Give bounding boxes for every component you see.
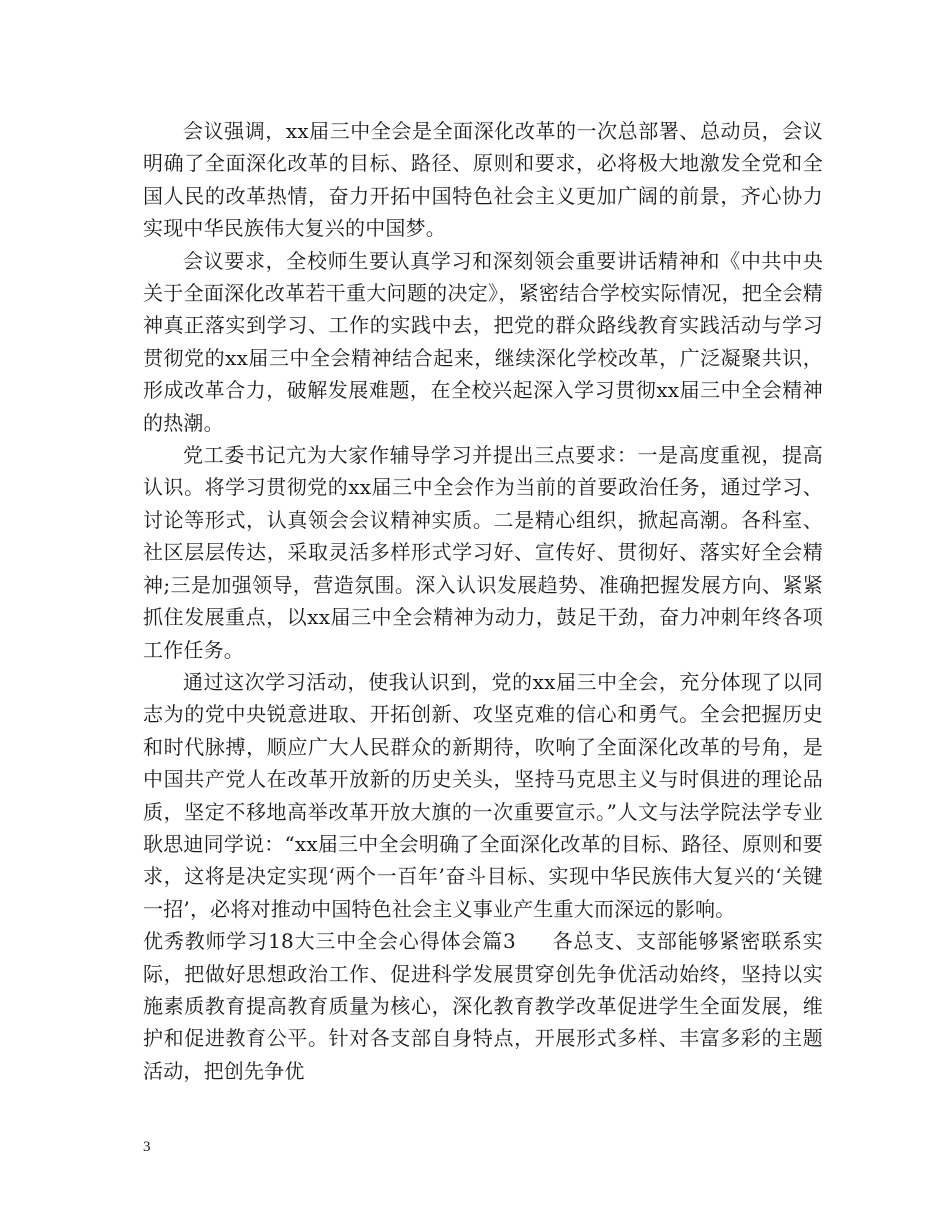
page-number: 3 (143, 1139, 151, 1155)
section-heading: 优秀教师学习18大三中全会心得体会篇3 (143, 929, 516, 954)
section-paragraph-3 (143, 925, 823, 1087)
document-body (143, 115, 823, 1087)
paragraph-party-secretary-guidance: 党工委书记亢为大家作辅导学习并提出三点要求：一是高度重视，提高认识。将学习贯彻党的xx届三中全会作为当前的首要政治任务，通过学习、讨论等形式，认真领会会议精神实质。二是精心组织，掀起高潮。各科室、社区层层传达，采取灵活多样形式学习好、宣传好、贯彻好、落实好全会精神;三是加强领导，营造氛围。深入认识发展趋势、准确把握发展方向、紧紧抓住发展重点，以xx届三中全会精神为动力，鼓足干劲，奋力冲刺年终各项工作任务。 (143, 443, 823, 662)
paragraph-meeting-requirements: 会议要求，全校师生要认真学习和深刻领会重要讲话精神和《中共中央关于全面深化改革若干重大问题的决定》，紧密结合学校实际情况，把全会精神真正落实到学习、工作的实践中去，把党的群众路线教育实践活动与学习贯彻党的xx届三中全会精神结合起来，继续深化学校改革，广泛凝聚共识，形成改革合力，破解发展难题，在全校兴起深入学习贯彻xx届三中全会精神的热潮。 (143, 248, 823, 435)
paragraph-learning-reflection: 通过这次学习活动，使我认识到，党的xx届三中全会，充分体现了以同志为的党中央锐意进取、开拓创新、攻坚克难的信心和勇气。全会把握历史和时代脉搏，顺应广大人民群众的新期待，吹响了全面深化改革的号角，是中国共产党人在改革开放新的历史关头，坚持马克思主义与时俱进的理论品质，坚定不移地高举改革开放大旗的一次重要宣示。”人文与法学院法学专业耿思迪同学说：“xx届三中全会明确了全面深化改革的目标、路径、原则和要求，这将是决定实现‘两个一百年’奋斗目标、实现中华民族伟大复兴的‘关键一招’，必将对推动中国特色社会主义事业产生重大而深远的影响。 (143, 669, 823, 921)
section-text: 各总支、支部能够紧密联系实际，把做好思想政治工作、促进科学发展贯穿创先争优活动始终，坚持以实施素质教育提高教育质量为核心，深化教育教学改革促进学生全面发展，维护和促进教育公平。针对各支部自身特点，开展形式多样、丰富多彩的主题活动，把创先争优 (143, 929, 823, 1083)
paragraph-meeting-emphasis: 会议强调，xx届三中全会是全面深化改革的一次总部署、总动员，会议明确了全面深化改革的目标、路径、原则和要求，必将极大地激发全党和全国人民的改革热情，奋力开拓中国特色社会主义更加广阔的前景，齐心协力实现中华民族伟大复兴的中国梦。 (143, 119, 823, 241)
